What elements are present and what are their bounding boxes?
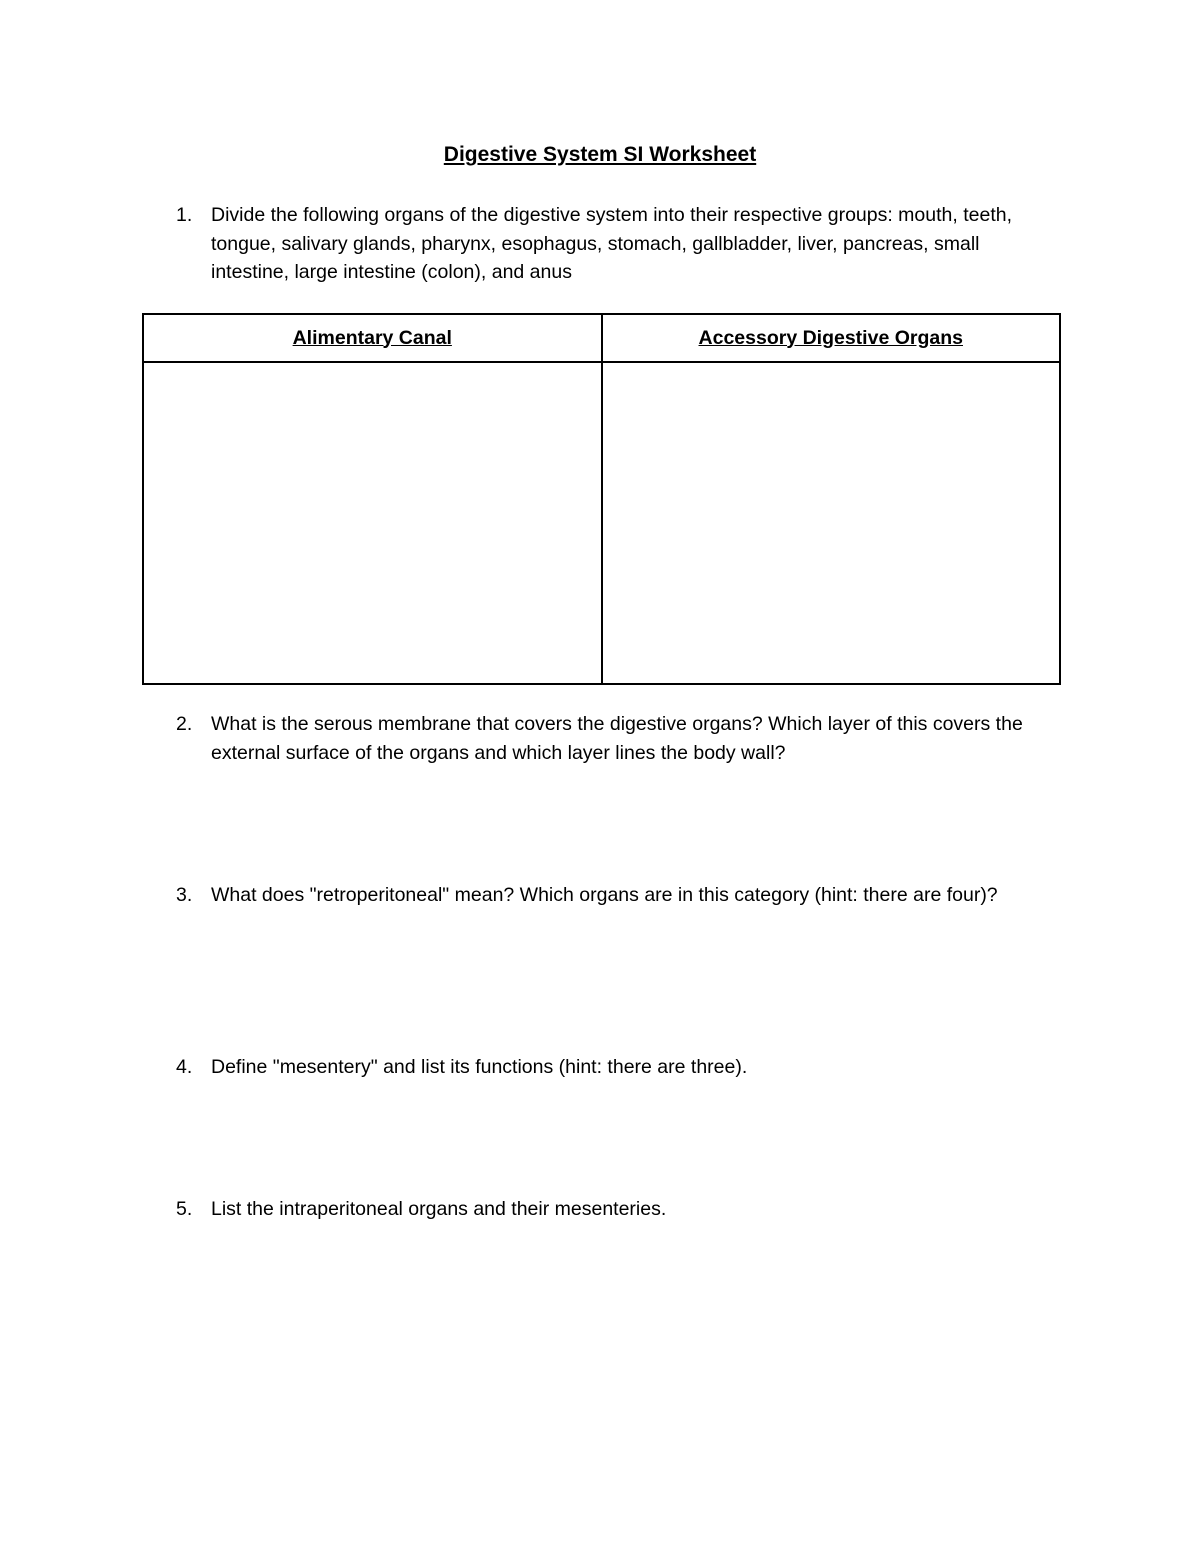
- header-accessory-digestive-organs: Accessory Digestive Organs: [602, 314, 1061, 362]
- question-2: [176, 710, 1056, 767]
- header-alimentary-canal: Alimentary Canal: [143, 314, 602, 362]
- question-3: [176, 881, 1056, 910]
- question-number: 5.: [176, 1198, 193, 1220]
- table-answer-row: [143, 362, 1060, 684]
- organ-sorting-table: [142, 313, 1061, 685]
- accessory-organs-answer-cell[interactable]: [602, 362, 1061, 684]
- question-5: [176, 1195, 1056, 1224]
- question-4: [176, 1053, 1056, 1082]
- question-text: Divide the following organs of the digestive system into their respective groups: mouth, teeth, tongue, salivary glands, pharynx, esophagus, stomach, gallbladder, liver, pancreas, small intestine, large intestine (colon), and anus: [211, 204, 1013, 283]
- table-header-row: [143, 314, 1060, 362]
- page-title: Digestive System SI Worksheet: [443, 143, 757, 166]
- question-number: 1.: [176, 204, 193, 226]
- question-number: 3.: [176, 884, 193, 906]
- question-text: List the intraperitoneal organs and their mesenteries.: [211, 1198, 667, 1220]
- alimentary-canal-answer-cell[interactable]: [143, 362, 602, 684]
- question-number: 2.: [176, 713, 193, 735]
- question-text: Define "mesentery" and list its functions (hint: there are three).: [211, 1056, 748, 1078]
- question-number: 4.: [176, 1056, 193, 1078]
- question-text: What is the serous membrane that covers the digestive organs? Which layer of this covers the external surface of the organs and which layer lines the body wall?: [211, 713, 1023, 764]
- question-text: What does "retroperitoneal" mean? Which organs are in this category (hint: there are four)?: [211, 884, 998, 906]
- question-1: [176, 201, 1056, 287]
